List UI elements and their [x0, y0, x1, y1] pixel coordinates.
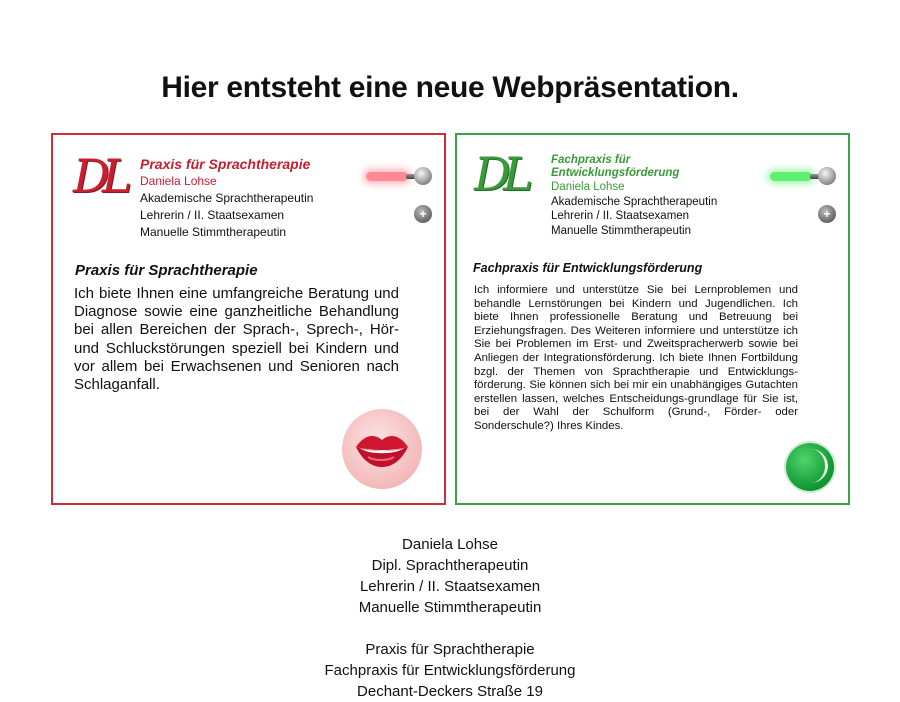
card-header	[551, 154, 717, 238]
dl-logo: DL	[73, 149, 125, 203]
card-header-line: Lehrerin / II. Staatsexamen	[140, 208, 285, 222]
section-title: Fachpraxis für Entwicklungsförderung	[473, 261, 703, 275]
toggle-switch-icon[interactable]	[766, 166, 836, 188]
card-header-line: Manuelle Stimmtherapeutin	[140, 225, 287, 239]
footer-line: Lehrerin / II. Staatsexamen	[359, 578, 541, 595]
speech-therapy-card[interactable]	[51, 133, 446, 505]
footer-line: Dechant-Deckers Straße 19	[357, 683, 543, 700]
green-circle-icon[interactable]	[786, 443, 834, 491]
footer-line: Daniela Lohse	[402, 536, 498, 553]
card-description: Ich informiere und unterstütze Sie bei Lernproblemen und behandle Lernstörungen bei Kindern und Jugendlichen. Ich biete Ihnen professionelle Beratung und Betreuung bei Erziehungsfragen. Des Weiteren informiere und unterstütze ich Sie bei Problemen im Erst- und Zweitspracherwerb sowie bei Anliegen der Integrationsförderung. Ich biete Ihnen Fortbildung bzgl. der Themen von Sprachtherapie und Entwicklungs-förderung. Sie können sich bei mir ein unabhängiges Gutachten erstellen lassen, welches Entscheidungs-grundlage für Sie ist, bei der Wahl der Schulform (Grund-, Förder- oder Sonderschule?) Ihres Kindes.	[474, 284, 798, 432]
card-header-title: Praxis für Sprachtherapie	[140, 156, 311, 172]
expand-plus-button[interactable]: +	[414, 205, 432, 223]
card-description: Ich biete Ihnen eine umfangreiche Beratung und Diagnose sowie eine ganzheitliche Behandlung bei allen Bereichen der Sprach-, Sprech-, Hör- und Schluckstörungen speziell bei Kindern und vor allem bei Erwachsenen und Senioren nach Schlaganfall.	[74, 285, 399, 394]
card-header	[140, 155, 313, 241]
page-title: Hier entsteht eine neue Webpräsentation.	[161, 71, 739, 104]
card-header-line: Lehrerin / II. Staatsexamen	[551, 210, 690, 222]
footer-line: Fachpraxis für Entwicklungsförderung	[324, 662, 576, 679]
card-header-name: Daniela Lohse	[551, 181, 625, 193]
footer-line: Praxis für Sprachtherapie	[365, 641, 535, 658]
development-card[interactable]	[455, 133, 850, 505]
lips-icon[interactable]	[342, 409, 422, 489]
footer-line: Manuelle Stimmtherapeutin	[358, 599, 542, 616]
card-header-line: Manuelle Stimmtherapeutin	[551, 224, 691, 237]
dl-logo: DL	[474, 147, 526, 201]
footer-contact	[0, 534, 900, 702]
section-title: Praxis für Sprachtherapie	[75, 262, 258, 279]
footer-line: Dipl. Sprachtherapeutin	[371, 557, 529, 574]
card-header-title-line2: Entwicklungsförderung	[551, 167, 680, 179]
card-header-line: Akademische Sprachtherapeutin	[140, 191, 314, 205]
card-header-name: Daniela Lohse	[140, 174, 217, 188]
toggle-switch-icon[interactable]	[362, 166, 432, 188]
card-header-title-line1: Fachpraxis für	[551, 154, 631, 166]
expand-plus-button[interactable]: +	[818, 205, 836, 223]
footer-spacer	[0, 618, 900, 639]
card-header-line: Akademische Sprachtherapeutin	[551, 195, 718, 208]
